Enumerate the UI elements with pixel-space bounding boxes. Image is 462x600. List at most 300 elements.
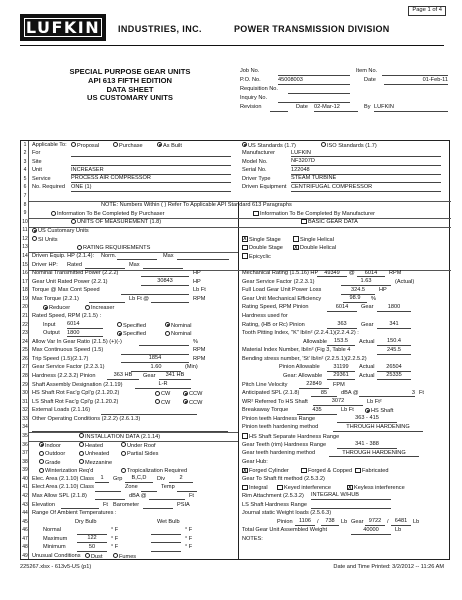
- mech-rating-rpm-field[interactable]: 6014: [357, 271, 385, 278]
- radio-icon: [79, 433, 84, 438]
- gear-teeth-hardness-label: Gear Teeth (rim) Hardness Range: [242, 441, 327, 448]
- rating-speed-label: Rating Speed, RPM Pinion: [242, 304, 309, 311]
- temp-label: Temp: [161, 484, 175, 491]
- radio-icon: [79, 451, 84, 456]
- radio-icon: [39, 451, 44, 456]
- increaser-option[interactable]: Increaser: [85, 305, 114, 312]
- serial-label: Serial No.: [242, 167, 267, 174]
- anticipated-spl-label: Anticipated SPL (2.1.8): [242, 390, 300, 397]
- deg-f-unit: ° F: [185, 527, 193, 534]
- pct-unit: %: [193, 338, 198, 345]
- psia-unit: PSIA: [177, 501, 190, 508]
- fumes-option[interactable]: Fumes: [113, 554, 136, 561]
- epicyclic-checkbox[interactable]: Epicyclic: [242, 254, 271, 261]
- revision-row: [240, 104, 450, 113]
- radio-icon: [77, 245, 82, 250]
- rpm-unit: RPM: [193, 347, 206, 354]
- purchase-option[interactable]: Purchase: [113, 143, 143, 150]
- max-cont-speed-label: Max Continuous Speed (1.5): [32, 347, 104, 354]
- driven-equip-hp-label: Driven Equip. HP (2.1.4):: [32, 252, 95, 259]
- dba-at-label: dBA @: [129, 492, 147, 499]
- form-row-2: 2 For Manufacturer LUFKIN: [21, 150, 451, 159]
- form-row-15: 15 Driver HP: Rated Max: [21, 261, 451, 270]
- lb-unit: Lb: [395, 527, 402, 534]
- sheet-titles: [40, 68, 220, 103]
- wet-bulb-label: Wet Bulb: [157, 518, 180, 525]
- max-torque-label: Max Torque (2.2.1): [32, 295, 79, 302]
- external-loads-label: External Loads (2.1.16): [32, 407, 91, 414]
- checkbox-checked-icon: X: [294, 244, 298, 251]
- checkbox-icon: [242, 253, 248, 259]
- radio-icon: [113, 142, 118, 147]
- maximum-wet-field[interactable]: [151, 536, 181, 543]
- zone-field[interactable]: [141, 485, 157, 492]
- gear-load-2-field[interactable]: 6481: [391, 519, 411, 526]
- total-weight-label: Total Gear Unit Assembled Weight: [242, 527, 328, 534]
- material-index-label: Material Index Number, lb/in² (Fig 3, Table 4: [242, 347, 351, 354]
- total-weight-field[interactable]: 40000: [351, 528, 391, 535]
- notes-line: NOTE: Numbers Within ( ) Refer To Applicable API Standard 613 Paragraphs: [101, 201, 292, 208]
- division-name: POWER TRANSMISSION DIVISION: [234, 24, 390, 34]
- keyless-interference-checkbox[interactable]: X Keyless interference: [348, 484, 405, 492]
- checkbox-checked-icon: X: [348, 484, 352, 491]
- fabricated-checkbox[interactable]: Fabricated: [355, 468, 388, 475]
- external-loads-field[interactable]: [101, 408, 197, 415]
- requisition-field[interactable]: [288, 87, 350, 94]
- rating-gear-hardness-field[interactable]: 341: [377, 322, 411, 329]
- integral-checkbox[interactable]: Integral: [242, 485, 268, 492]
- us-standards-option[interactable]: US Standards (1.7): [242, 143, 296, 150]
- company-name: INDUSTRIES, INC.: [118, 24, 202, 34]
- indoor-option[interactable]: Indoor: [39, 443, 61, 450]
- under-roof-option[interactable]: Under Roof: [121, 443, 156, 450]
- hs-shaft-rotation-label: HS Shaft Rot Fac'g Cpl'g (2.1.20.2): [32, 390, 120, 397]
- pct-unit: %: [371, 295, 376, 302]
- form-row-9: 9 Information To Be Completed By Purchaser Information To Be Completed By Manufacturer: [23, 210, 375, 218]
- hs-shaft-option[interactable]: HS Shaft: [365, 408, 393, 415]
- title-line-4: US CUSTOMARY UNITS: [87, 93, 173, 103]
- inquiry-label: Inquiry No.: [240, 95, 268, 101]
- unit-label: Unit: [32, 167, 42, 174]
- max-allow-spl-label: Max Allow SPL (2.1.8): [32, 492, 87, 499]
- form-row-17: 17 Gear Unit Rated Power (2.2.1) 30843 HP Gear Service Factor (2.2.3.1) 1.63 (Actual): [22, 278, 415, 285]
- tropicalization-option[interactable]: Tropicalization Required: [121, 468, 187, 475]
- keyed-interference-checkbox[interactable]: Keyed interference: [277, 485, 331, 492]
- max-torque-field[interactable]: [89, 296, 125, 303]
- checkbox-icon: [355, 468, 361, 474]
- minimum-label: Minimum: [43, 544, 66, 551]
- gear-label: Gear: [143, 372, 156, 379]
- title-line-2: API 613 FIFTH EDITION: [88, 75, 172, 85]
- date-field[interactable]: 01-Feb-11: [384, 78, 448, 85]
- radio-selected-icon: [183, 391, 188, 396]
- normal-label: Normal: [43, 527, 62, 534]
- service-field[interactable]: PROCESS AIR COMPRESSOR: [71, 176, 231, 183]
- hs-ccw-option[interactable]: CCW: [183, 391, 202, 398]
- hs-cw-option[interactable]: CW: [155, 391, 170, 398]
- minimum-dry-field[interactable]: 50: [77, 545, 107, 552]
- form-row-26: 26 Trip Speed (1.5)(2.1.7) 1854 RPM Bending stress number, 'St' lb/in² (2.2.5.1)(2.2.5.2): [22, 355, 367, 362]
- manufacturer-field[interactable]: LUFKIN: [291, 151, 441, 158]
- gear-teeth-hardness-field[interactable]: 341 - 388: [337, 442, 397, 449]
- ambient-temp-label: Range Of Ambient Temperatures :: [32, 510, 117, 517]
- zone-label: Zone: [125, 484, 138, 491]
- radio-icon: [51, 211, 56, 216]
- dry-bulb-label: Dry Bulb: [75, 518, 97, 525]
- rated-hp-field[interactable]: [85, 262, 125, 269]
- output-nominal-option[interactable]: Nominal: [165, 331, 192, 338]
- max-allow-spl-field[interactable]: [95, 493, 125, 500]
- rating-speed-pinion-field[interactable]: 6014: [327, 305, 357, 312]
- elevation-field[interactable]: [61, 502, 99, 509]
- ls-ccw-option[interactable]: CCW: [183, 400, 202, 407]
- form-row-10: 10 UNITS OF MEASUREMENT (1.8) BASIC GEAR DATA: [22, 218, 358, 226]
- inquiry-field[interactable]: [278, 96, 350, 103]
- pinion-hardness-range-field[interactable]: 363 - 415: [337, 416, 397, 423]
- notes-label: NOTES:: [242, 535, 263, 542]
- elect-class-field[interactable]: [95, 485, 121, 492]
- input-nominal-option[interactable]: Nominal: [165, 323, 192, 330]
- data-sheet-form: [20, 140, 450, 560]
- lbft2-unit: Lb Ft²: [367, 398, 382, 405]
- for-label: For: [32, 150, 41, 157]
- pinion-load-2-field[interactable]: 738: [321, 519, 339, 526]
- norm-hp-field[interactable]: [117, 253, 157, 260]
- ls-cw-option[interactable]: CW: [155, 400, 170, 407]
- ft-unit: Ft: [189, 492, 194, 499]
- form-row-20: 20 Reducer Increaser Rating Speed, RPM Pinion 6014 Gear 1800: [21, 304, 451, 313]
- form-row-30: 30 HS Shaft Rot Fac'g Cpl'g (2.1.20.2) CW CCW Anticipated SPL (2.1.8) 85 dBA @ 3 Ft: [22, 389, 424, 398]
- job-no-label: Job No.: [240, 68, 260, 74]
- pitting-allowable-field[interactable]: 153.5: [327, 339, 355, 346]
- radio-selected-icon: [39, 442, 44, 447]
- revision-field[interactable]: [270, 105, 288, 112]
- form-row-39: 39 Winterization Req'd Tropicalization Required X Forged Cylinder Forged & Copped Fabricated: [22, 467, 389, 475]
- form-row-11: 11 US Customary Units: [22, 227, 89, 235]
- service-factor-label: Gear Service Factor (2.2.3.1): [242, 278, 315, 285]
- rating-pinion-hardness-field[interactable]: 363: [327, 322, 357, 329]
- radio-selected-icon: [165, 322, 170, 327]
- radio-selected-icon: [242, 142, 247, 147]
- job-row: [240, 68, 450, 77]
- input-label: Input: [43, 321, 56, 328]
- form-row-36: 36 Indoor Heated Under Roof Gear Teeth (rim) Hardness Range 341 - 388: [21, 441, 451, 450]
- form-row-40: 40 Elec. Area (2.1.10) Class 1 Grp B,C,D Div 2 Gear To Shaft fit method (2.5.3.2): [22, 475, 325, 482]
- breakaway-torque-field[interactable]: 435: [297, 408, 337, 415]
- checkbox-checked-icon: X: [243, 467, 247, 474]
- form-row-43: 43 Elevation Ft Barometer PSIA LS Shaft Hardness Range: [21, 501, 451, 510]
- pinion-actual-field[interactable]: 26504: [377, 365, 411, 372]
- applicable-label: Applicable To:: [32, 141, 67, 148]
- output-label: Output: [43, 330, 60, 337]
- gear-load-1-field[interactable]: 9722: [365, 519, 385, 526]
- radio-icon: [39, 468, 44, 473]
- rating-requirements-header: RATING REQUIREMENTS: [77, 245, 150, 252]
- temp-field[interactable]: [177, 485, 197, 492]
- trip-speed-field[interactable]: 1854: [121, 356, 189, 363]
- rated-power-field[interactable]: 30843: [141, 279, 189, 286]
- form-row-3: 3 Site Model No. NF3207D: [21, 158, 451, 167]
- rating-speed-gear-field[interactable]: 1800: [377, 305, 411, 312]
- pinion-label: Pinion: [277, 518, 293, 525]
- pitch-line-velocity-field[interactable]: 22849: [299, 382, 329, 389]
- unit-field[interactable]: INCREASER: [71, 168, 231, 175]
- pinion-load-1-field[interactable]: 1106: [295, 519, 315, 526]
- hardness-gear-field[interactable]: 341 HB: [159, 373, 191, 380]
- torque-field[interactable]: [121, 288, 189, 295]
- input-speed-field[interactable]: 6014: [67, 322, 103, 329]
- other-conditions-label: Other Operating Conditions (2.2.2) (2.6.1.3): [32, 415, 141, 422]
- gear-actual-field[interactable]: 25335: [377, 373, 411, 380]
- form-row-46: 46 Normal ° F ° F Total Gear Unit Assembled Weight 40000 Lb: [22, 526, 402, 534]
- driven-equipment-field[interactable]: CENTRIFUGAL COMPRESSOR: [291, 185, 441, 192]
- service-factor-field[interactable]: 1.63: [341, 279, 391, 286]
- file-reference: 225267.xlsx - 613v5-US (p1): [20, 564, 92, 570]
- radio-selected-icon: [32, 228, 37, 233]
- maximum-dry-field[interactable]: 122: [77, 536, 107, 543]
- max-allow-spl-dist-field[interactable]: [149, 493, 185, 500]
- for-field[interactable]: [71, 151, 231, 158]
- forged-copped-checkbox[interactable]: Forged & Copped: [301, 468, 352, 475]
- rpm-unit: RPM: [193, 295, 206, 302]
- winterization-option[interactable]: Winterization Req'd: [39, 468, 93, 475]
- wr2-label: WR² Referred To HS Shaft: [242, 398, 308, 405]
- form-row-16: 16 Nominal Transmitted Power (2.2.2) HP Mechanical Rating (1.5.16) HP 49349 @ 6014 RPM: [22, 269, 402, 277]
- slash-label: /: [387, 518, 389, 525]
- power-loss-field[interactable]: 324.5: [341, 288, 375, 295]
- po-field[interactable]: 45008003: [278, 78, 350, 85]
- mechanical-rating-field[interactable]: 49349: [317, 271, 347, 278]
- form-row-47: 47 Maximum 122 ° F ° F NOTES:: [22, 535, 263, 542]
- checkbox-icon: [277, 485, 283, 491]
- tooth-pitting-label: Tooth Pitting Index, "K" lb/in² (2.2.4.1)(2.2.4.2) :: [242, 330, 359, 337]
- lufkin-logo: [20, 14, 106, 41]
- form-row-44: 44 Range Of Ambient Temperatures : Journal static Weight loads (2.5.6.3): [22, 510, 332, 517]
- partial-sides-option[interactable]: Partial Sides: [121, 451, 158, 458]
- bending-stress-label: Bending stress number, 'St' lb/in² (2.2.5.1)(2.2.5.2): [242, 355, 367, 362]
- form-row-19: 19 Max Torque (2.2.1) Lb Ft @ RPM Gear Unit Mechanical Efficiency 98.9 %: [22, 295, 376, 302]
- gear-allowable-field[interactable]: 29361: [327, 373, 355, 380]
- pinion-allowable-label: Pinion Allowable: [279, 364, 320, 371]
- shaft-assembly-field[interactable]: L-R: [135, 382, 191, 389]
- ls-shaft-rotation-label: LS Shaft Rot Fac'g Cpl'g (2.1.20.2): [32, 398, 119, 405]
- form-row-6: 6 No. Required ONE (1) Driven Equipment CENTRIFUGAL COMPRESSOR: [21, 184, 451, 193]
- lbft-unit: Lb Ft: [341, 407, 354, 414]
- job-no-field[interactable]: [278, 69, 350, 76]
- radio-icon: [79, 459, 84, 464]
- checkbox-icon: [301, 219, 307, 225]
- elec-class-field[interactable]: 1: [95, 476, 109, 483]
- form-row-48: 48 Minimum 50 ° F ° F: [22, 543, 193, 551]
- anticipated-spl-field[interactable]: 85: [311, 391, 337, 398]
- as-built-option[interactable]: As Built: [157, 143, 182, 150]
- wr2-field[interactable]: 3072: [313, 399, 363, 406]
- radio-icon: [321, 142, 326, 147]
- hardness-used-label: Hardness used for: [242, 312, 288, 319]
- grp-label: Grp: [113, 475, 123, 482]
- max-label: Max: [129, 261, 140, 268]
- form-row-21: 21 Rated Speed, RPM (2.1.5) : Hardness used for: [22, 312, 288, 319]
- normal-dry-field[interactable]: [77, 528, 107, 535]
- driven-equipment-label: Driven Equipment: [242, 184, 287, 191]
- pinion-hardening-method-field[interactable]: THROUGH HARDENING: [333, 425, 423, 432]
- max-torque-rpm-field[interactable]: [151, 296, 189, 303]
- input-specified-option[interactable]: Specified: [117, 323, 146, 330]
- form-row-23: 23 Output 1800 Specified Nominal Tooth Pitting Index, "K" lb/in² (2.2.4.1)(2.2.4.2) :: [22, 329, 359, 338]
- rated-label: Rated: [67, 261, 82, 268]
- radio-icon: [32, 236, 37, 241]
- div-label: Div: [157, 475, 166, 482]
- radio-selected-icon: [43, 305, 48, 310]
- item-no-field[interactable]: [382, 69, 448, 76]
- gear-hardening-method-field[interactable]: THROUGH HARDENING: [329, 451, 419, 458]
- deg-f-unit: ° F: [111, 535, 119, 542]
- serial-field[interactable]: 122048: [291, 168, 441, 175]
- gear-label: Gear: [361, 321, 374, 328]
- pinion-allowable-field[interactable]: 31199: [327, 365, 355, 372]
- pinion-hardening-method-label: Pinion teeth hardening method: [242, 424, 319, 431]
- radio-icon: [121, 451, 126, 456]
- double-helical-checkbox[interactable]: X Double Helical: [294, 244, 337, 252]
- form-row-37: 37 Outdoor Unheated Partial Sides Gear teeth hardening method THROUGH HARDENING: [21, 450, 451, 459]
- pitting-actual-field[interactable]: 150.4: [377, 339, 411, 346]
- mezzanine-option[interactable]: Mezzanine: [79, 460, 112, 467]
- radio-icon: [155, 391, 160, 396]
- minimum-wet-field[interactable]: [151, 545, 181, 552]
- logo-text: LUFKIN: [25, 17, 101, 37]
- nominal-power-label: Nominal Transmitted Power (2.2.2): [32, 270, 119, 277]
- gear-service-factor-label: Gear Service Factor (2.2.3.1): [32, 364, 105, 371]
- gear-service-factor-field[interactable]: 1.60: [131, 365, 181, 372]
- by-field[interactable]: LUFKIN: [374, 105, 448, 112]
- checkbox-icon: [242, 245, 248, 251]
- output-speed-field[interactable]: 1800: [67, 331, 103, 338]
- double-stage-checkbox[interactable]: Double Stage: [242, 245, 283, 252]
- form-row-4: 4 Unit INCREASER Serial No. 122048: [21, 167, 451, 176]
- ls-shaft-hardness-field[interactable]: [311, 502, 391, 509]
- norm-label: Norm.: [101, 252, 117, 259]
- torque-label: Torque @ Max Cont Speed: [32, 287, 100, 294]
- form-row-38: 38 Grade Mezzanine Gear Hub:: [22, 458, 268, 466]
- si-units-option[interactable]: SI Units: [32, 237, 58, 244]
- maximum-label: Maximum: [43, 535, 68, 542]
- grade-option[interactable]: Grade: [39, 460, 61, 467]
- dust-option[interactable]: Dust: [85, 554, 103, 561]
- slash-label: /: [317, 518, 319, 525]
- max-hp-field[interactable]: [177, 253, 229, 260]
- checkbox-icon: [242, 485, 248, 491]
- hardness-pinion-field[interactable]: 363 HB: [107, 373, 139, 380]
- rev-date-field[interactable]: 02-Mar-12: [314, 105, 358, 112]
- other-conditions-field[interactable]: [32, 425, 228, 432]
- efficiency-field[interactable]: 98.9: [343, 296, 367, 303]
- form-row-12: 12 SI Units X Single Stage Single Helical: [22, 235, 334, 244]
- by-label: By: [364, 104, 371, 110]
- normal-wet-field[interactable]: [151, 528, 181, 535]
- site-field[interactable]: [71, 159, 231, 166]
- site-label: Site: [32, 158, 42, 165]
- lbft-unit: Lb Ft: [193, 287, 206, 294]
- reducer-option[interactable]: Reducer: [43, 305, 70, 312]
- revision-label: Revision: [240, 104, 262, 110]
- radio-selected-icon: [117, 331, 122, 336]
- fpm-unit: FPM: [333, 381, 345, 388]
- gear-ratio-variance-field[interactable]: [139, 339, 189, 346]
- driver-max-hp-field[interactable]: [143, 262, 183, 269]
- mechanical-rating-label: Mechanical Rating (1.5.16) HP: [242, 270, 319, 277]
- hardness-pinion-label: Hardness (2.2.3.2) Pinion: [32, 372, 96, 379]
- no-required-label: No. Required: [32, 184, 65, 191]
- radio-selected-icon: [183, 399, 188, 404]
- barometer-field[interactable]: [143, 502, 173, 509]
- model-label: Model No.: [242, 158, 268, 165]
- no-required-field[interactable]: ONE (1): [71, 185, 231, 192]
- radio-selected-icon: [157, 142, 162, 147]
- proposal-option[interactable]: Proposal: [71, 143, 99, 150]
- elec-group-field[interactable]: B,C,D: [125, 476, 153, 483]
- form-row-45: 45 Dry Bulb Wet Bulb Pinion 1106 / 738 Lb Gear 9722 / 6481 Lb: [22, 518, 420, 525]
- radio-icon: [117, 322, 122, 327]
- iso-standards-option[interactable]: ISO Standards (1.7): [321, 143, 377, 150]
- radio-icon: [121, 442, 126, 447]
- ft-unit: Ft: [103, 501, 108, 508]
- radio-icon: [39, 459, 44, 464]
- spl-distance-field[interactable]: 3: [359, 391, 415, 398]
- hs-shaft-separate-checkbox[interactable]: HS Shaft Separate Hardness Range: [242, 434, 339, 441]
- radio-icon: [71, 219, 76, 224]
- heated-option[interactable]: Heated: [79, 443, 103, 450]
- driver-type-field[interactable]: STEAM TURBINE: [291, 176, 441, 183]
- elec-div-field[interactable]: 2: [169, 476, 193, 483]
- forged-cylinder-checkbox[interactable]: X Forged Cylinder: [243, 467, 289, 475]
- model-field[interactable]: NF3207D: [291, 159, 441, 166]
- deg-f-unit: ° F: [111, 544, 119, 551]
- max-cont-speed-field[interactable]: [121, 348, 189, 355]
- form-row-35: 35 INSTALLATION DATA (2.1.14) HS Shaft Separate Hardness Range: [22, 432, 340, 441]
- title-line-1: SPECIAL PURPOSE GEAR UNITS: [69, 67, 191, 76]
- output-specified-option[interactable]: Specified: [117, 331, 146, 338]
- form-row-33: 33 Other Operating Conditions (2.2.2) (2.6.1.3) Pinion teeth Hardness Range 363 - 415: [21, 415, 451, 424]
- manufacturer-info-legend: Information To Be Completed By Manufacturer: [253, 211, 375, 218]
- single-helical-checkbox[interactable]: Single Helical: [293, 237, 334, 244]
- material-index-field[interactable]: 245.5: [377, 348, 411, 355]
- rim-attachment-field[interactable]: INTEGRAL W/HUB: [311, 493, 391, 500]
- lb-unit: Lb: [341, 518, 348, 525]
- rpm-unit: RPM: [193, 355, 206, 362]
- form-row-22: 22 Input 6014 Specified Nominal Rating, (HB or Rc) Pinion 363 Gear 341: [21, 321, 451, 330]
- form-row-32: 32 External Loads (2.1.16) Breakaway Torque 435 Lb Ft HS Shaft: [22, 406, 394, 415]
- actual-label: Actual: [359, 364, 375, 371]
- us-units-option[interactable]: US Customary Units: [32, 228, 89, 235]
- radio-icon: [165, 331, 170, 336]
- actual-label: (Actual): [395, 278, 415, 285]
- single-stage-checkbox[interactable]: X Single Stage: [243, 236, 281, 244]
- checkbox-icon: [242, 433, 248, 439]
- pitch-line-velocity-label: Pitch Line Velocity: [242, 381, 288, 388]
- deg-f-unit: ° F: [185, 544, 193, 551]
- radio-icon: [155, 399, 160, 404]
- deg-f-unit: ° F: [185, 535, 193, 542]
- gear-shaft-fit-label: Gear To Shaft fit method (2.5.3.2): [242, 475, 325, 482]
- actual-label: Actual: [359, 338, 375, 345]
- nominal-power-field[interactable]: [141, 271, 189, 278]
- outdoor-option[interactable]: Outdoor: [39, 451, 65, 458]
- lbft-at-label: Lb Ft @: [129, 295, 149, 302]
- unheated-option[interactable]: Unheated: [79, 451, 109, 458]
- checkbox-icon: [293, 236, 299, 242]
- deg-f-unit: ° F: [111, 527, 119, 534]
- installation-data-header: INSTALLATION DATA (2.1.14): [79, 434, 160, 441]
